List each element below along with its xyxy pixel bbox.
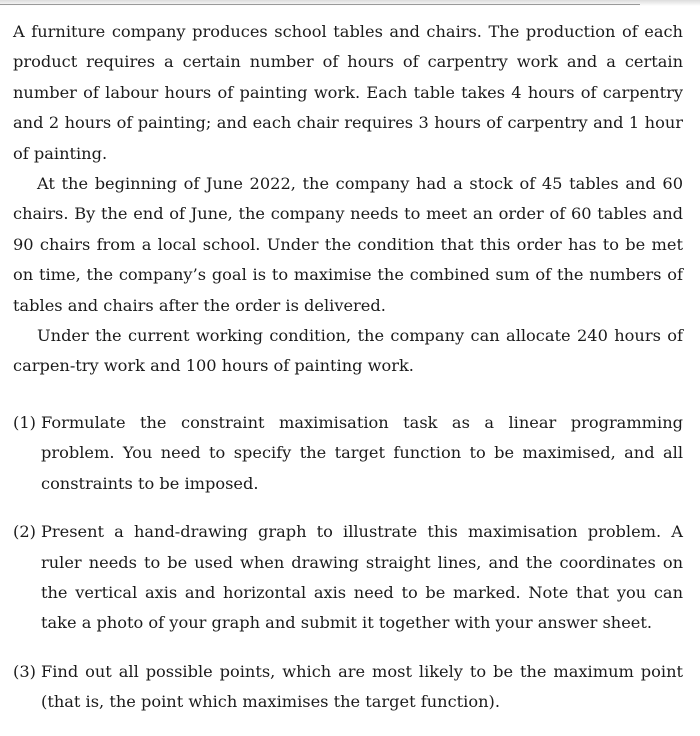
question-item (13, 408, 683, 499)
question-text: Formulate the constraint maximisation task as a linear programming problem. You need to specify the target function to be maximised, and all constraints to be imposed. (41, 412, 683, 493)
top-shadow (0, 0, 700, 6)
capacity-paragraph: Under the current working condition, the company can allocate 240 hours of carpen-try work and 100 hours of painting work. (13, 326, 683, 376)
question-text: Find out all possible points, which are most likely to be the maximum point (that is, the point which maximises the target function). (41, 661, 683, 712)
question-number: (3) (13, 661, 36, 681)
question-item (13, 517, 683, 639)
question-list (13, 408, 683, 718)
question-number: (1) (13, 412, 36, 432)
top-divider (0, 4, 640, 5)
question-text: Present a hand-drawing graph to illustrate this maximisation problem. A ruler needs to be used when drawing straight lines, and the coordinates on the vertical axis and horizontal axis need to be marked. Note that you can take a photo of your graph and submit it together with your answer sheet. (41, 522, 683, 633)
intro-paragraph: A furniture company produces school tables and chairs. The production of each product requires a certain number of hours of carpentry work and a certain number of labour hours of painting work. Each table takes 4 hours of carpentry and 2 hours of painting; and each chair requires 3 hours of carpentry and 1 hour of painting. (13, 22, 683, 163)
question-item (13, 657, 683, 718)
order-paragraph: At the beginning of June 2022, the company had a stock of 45 tables and 60 chairs. By the end of June, the company needs to meet an order of 60 tables and 90 chairs from a local school. Under the condition that this order has to be met on time, the company’s goal is to maximise the combined sum of the numbers of tables and chairs after the order is delivered. (13, 174, 683, 315)
question-number: (2) (13, 522, 36, 542)
